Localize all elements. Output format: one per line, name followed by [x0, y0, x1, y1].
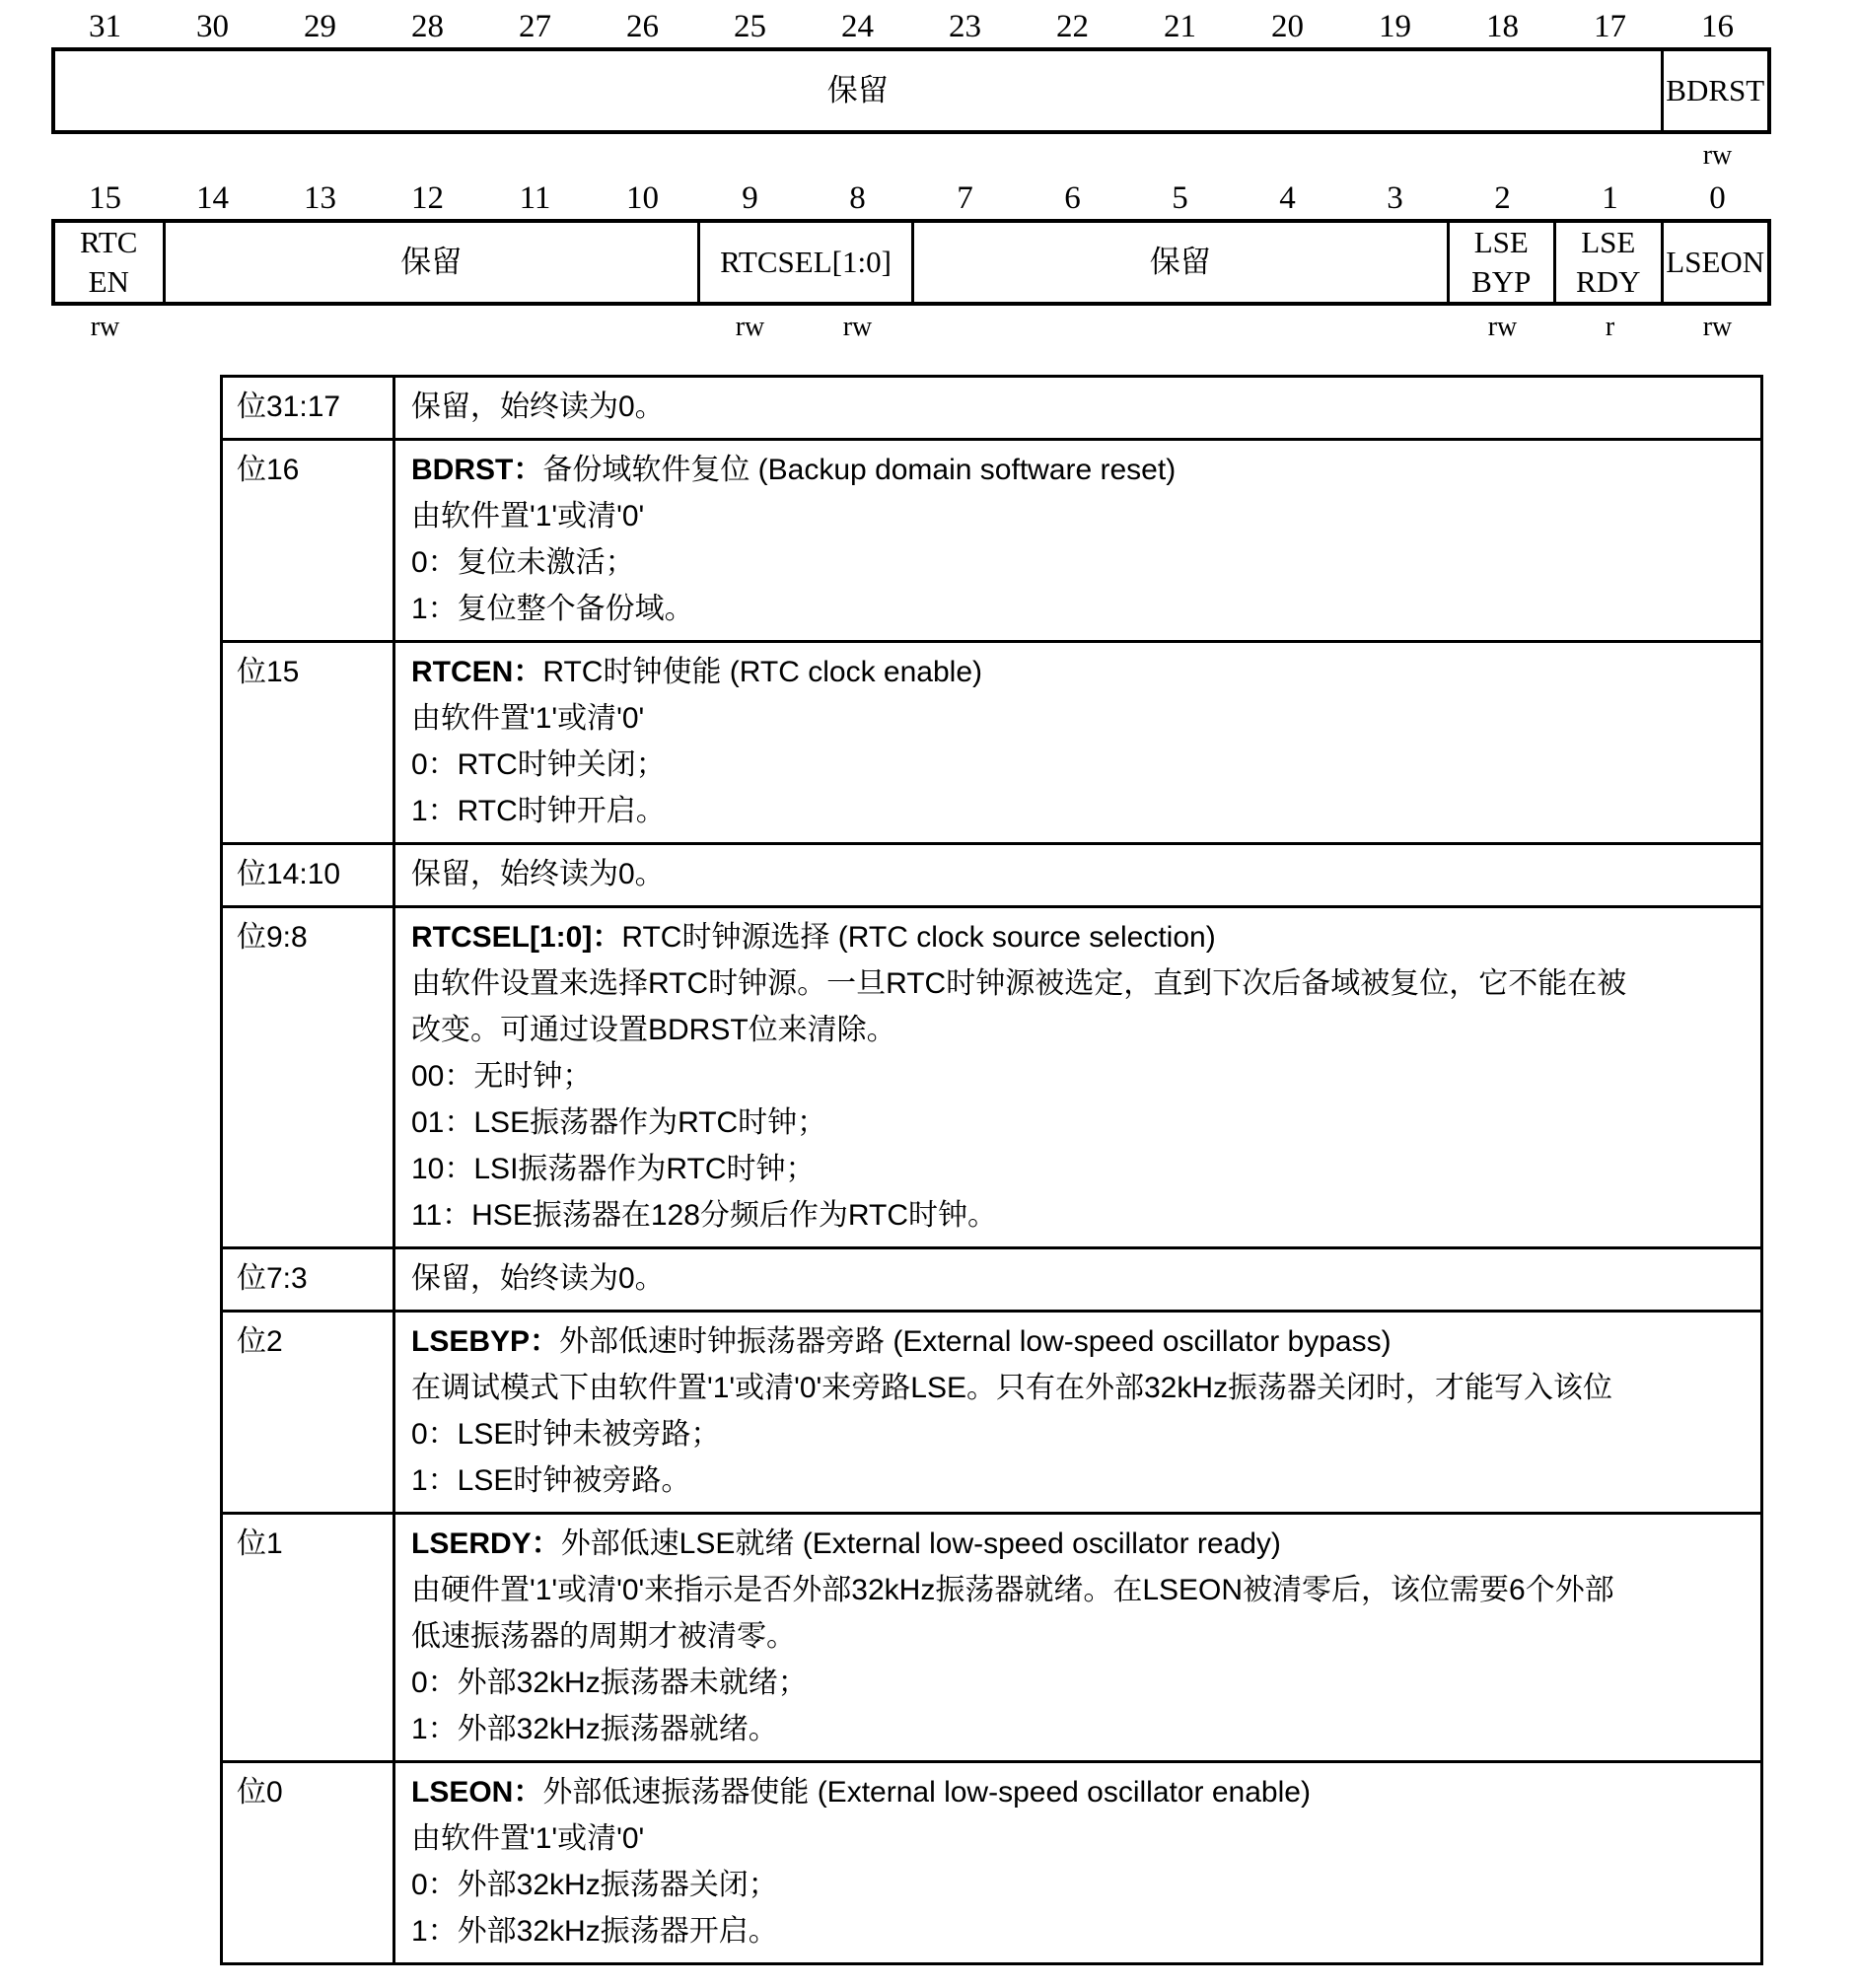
access-label-rw-col7: rw: [735, 312, 765, 342]
bit-number-24: 24: [841, 8, 874, 44]
bit-number-19: 19: [1379, 8, 1411, 44]
bit-range-label: 位2: [237, 1325, 283, 1358]
description-text: 0：RTC时钟关闭；: [411, 748, 666, 781]
description-line: [411, 1908, 1747, 1954]
bit-number-21: 21: [1164, 8, 1196, 44]
description-text: 由软件置'1'或清'0': [411, 500, 645, 532]
bit-numbers-31-16: [51, 6, 1771, 47]
field-bdrst-label: BDRST: [1666, 73, 1765, 107]
bit-number-30: 30: [196, 8, 229, 44]
description-text: 01：LSE振荡器作为RTC时钟；: [411, 1106, 827, 1139]
field-rtcen-label: EN: [88, 264, 129, 299]
bit-number-15: 15: [89, 179, 121, 216]
field-name-bold: LSEON：: [411, 1776, 543, 1809]
description-line: [411, 384, 1747, 430]
description-line: [411, 1411, 1747, 1457]
bit-description: [395, 908, 1760, 1246]
bit-number-20: 20: [1271, 8, 1304, 44]
register-fields-31-16: [51, 47, 1771, 134]
description-line: [411, 914, 1747, 960]
bit-number-2: 2: [1494, 179, 1511, 216]
description-text: 外部低速振荡器使能 (External low-speed oscillator enable): [542, 1776, 1311, 1809]
field-lseon: [1661, 223, 1768, 302]
bit-range-label: 位31:17: [237, 390, 341, 423]
field-bdrst: [1661, 51, 1768, 130]
access-label-rw-col8: rw: [842, 312, 873, 342]
description-text: 0：外部32kHz振荡器关闭；: [411, 1869, 778, 1901]
description-line: [411, 1146, 1747, 1192]
description-line: [411, 1613, 1747, 1660]
bit-number-27: 27: [519, 8, 551, 44]
description-line: [411, 1769, 1747, 1815]
description-text: 00：无时钟；: [411, 1060, 593, 1093]
description-line: [411, 1521, 1747, 1567]
description-text: 0：LSE时钟未被旁路；: [411, 1418, 721, 1451]
description-text: 1：外部32kHz振荡器就绪。: [411, 1713, 778, 1745]
description-text: 外部低速时钟振荡器旁路 (External low-speed oscillator bypass): [559, 1325, 1392, 1358]
field-lsebyp-label: LSE: [1473, 225, 1529, 259]
description-line: [411, 1318, 1747, 1365]
field-reserved-14-10-label: 保留: [400, 245, 463, 279]
bit-range-label: 位7:3: [237, 1262, 308, 1295]
field-name-bold: RTCEN：: [411, 656, 543, 688]
field-lserdy-label: RDY: [1576, 264, 1641, 299]
access-labels-15-0: [51, 306, 1771, 349]
bit-number-4: 4: [1279, 179, 1296, 216]
access-label-rw-col14: rw: [1487, 312, 1518, 342]
description-text: 1：外部32kHz振荡器开启。: [411, 1915, 778, 1948]
bit-number-10: 10: [626, 179, 659, 216]
bit-number-6: 6: [1064, 179, 1081, 216]
description-line: [411, 1862, 1747, 1908]
description-line: [411, 539, 1747, 586]
description-line: [411, 1192, 1747, 1239]
description-text: 保留，始终读为0。: [411, 858, 665, 890]
access-label-r-col15: r: [1605, 312, 1615, 342]
bit-description: [395, 643, 1760, 842]
description-line: [411, 1365, 1747, 1411]
description-text: 0：外部32kHz振荡器未就绪；: [411, 1667, 808, 1699]
bit-number-0: 0: [1709, 179, 1726, 216]
description-text: 保留，始终读为0。: [411, 390, 665, 423]
bit-number-22: 22: [1056, 8, 1089, 44]
bit-number-12: 12: [411, 179, 444, 216]
description-text: 11：HSE振荡器在128分频后作为RTC时钟。: [411, 1199, 997, 1232]
bit-number-7: 7: [957, 179, 973, 216]
bit-number-25: 25: [734, 8, 766, 44]
bit-description: [395, 1515, 1760, 1760]
field-reserved-7-3-label: 保留: [1149, 245, 1211, 279]
field-rtcsel: [697, 223, 911, 302]
table-row: [222, 377, 1762, 440]
description-text: 1：RTC时钟开启。: [411, 795, 666, 827]
bit-range-label: 位0: [237, 1776, 283, 1809]
bit-number-5: 5: [1172, 179, 1188, 216]
access-label-rw-col16: rw: [1702, 140, 1733, 171]
table-row: [222, 1762, 1762, 1964]
description-line: [411, 960, 1747, 1007]
table-row: [222, 440, 1762, 642]
description-text: 保留，始终读为0。: [411, 1262, 665, 1295]
field-lseon-label: LSEON: [1666, 245, 1765, 279]
bit-number-29: 29: [304, 8, 336, 44]
bit-description: [395, 845, 1760, 905]
description-text: 备份域软件复位 (Backup domain software reset): [542, 454, 1177, 486]
description-line: [411, 788, 1747, 834]
description-line: [411, 1053, 1747, 1100]
description-line: [411, 586, 1747, 632]
field-rtcsel-label: RTCSEL[1:0]: [720, 245, 892, 279]
description-text: 1：复位整个备份域。: [411, 593, 694, 625]
description-text: 低速振荡器的周期才被清零。: [411, 1620, 796, 1653]
description-line: [411, 695, 1747, 742]
description-line: [411, 649, 1747, 695]
bit-number-3: 3: [1387, 179, 1403, 216]
description-line: [411, 1100, 1747, 1146]
description-line: [411, 447, 1747, 493]
bit-range-label: 位15: [237, 656, 300, 688]
description-text: 在调试模式下由软件置'1'或清'0'来旁路LSE。只有在外部32kHz振荡器关闭时，才能写入该位: [411, 1372, 1613, 1404]
bit-number-31: 31: [89, 8, 121, 44]
field-reserved-7-3: [911, 223, 1447, 302]
description-line: [411, 1660, 1747, 1706]
field-name-bold: BDRST：: [411, 454, 543, 486]
description-line: [411, 1815, 1747, 1862]
bit-number-16: 16: [1701, 8, 1734, 44]
bit-number-13: 13: [304, 179, 336, 216]
description-line: [411, 1457, 1747, 1504]
field-reserved-31-17-label: 保留: [826, 73, 889, 107]
bit-number-8: 8: [849, 179, 866, 216]
field-lsebyp: [1447, 223, 1554, 302]
description-line: [411, 1007, 1747, 1053]
description-text: 由硬件置'1'或清'0'来指示是否外部32kHz振荡器就绪。在LSEON被清零后，该位需要6个外部: [411, 1574, 1614, 1606]
bit-number-11: 11: [519, 179, 551, 216]
description-text: 由软件设置来选择RTC时钟源。一旦RTC时钟源被选定，直到下次后备域被复位，它不能在被: [411, 967, 1627, 1000]
description-text: 由软件置'1'或清'0': [411, 702, 645, 735]
field-rtcen-label: RTC: [80, 225, 138, 259]
bit-description: [395, 1313, 1760, 1512]
bit-range-label: 位1: [237, 1527, 283, 1560]
field-lsebyp-label: BYP: [1471, 264, 1532, 299]
access-label-rw-col1: rw: [90, 312, 120, 342]
table-row: [222, 907, 1762, 1248]
field-reserved-14-10: [163, 223, 698, 302]
register-bit-diagram: [51, 6, 1771, 349]
description-line: [411, 1567, 1747, 1613]
bit-description: [395, 1249, 1760, 1310]
field-rtcen: [55, 223, 163, 302]
bit-number-18: 18: [1486, 8, 1519, 44]
table-row: [222, 1514, 1762, 1762]
description-line: [411, 1706, 1747, 1752]
table-row: [222, 642, 1762, 844]
field-name-bold: LSEBYP：: [411, 1325, 560, 1358]
bit-number-14: 14: [196, 179, 229, 216]
access-labels-31-16: [51, 134, 1771, 178]
access-label-rw-col16: rw: [1702, 312, 1733, 342]
description-text: 1：LSE时钟被旁路。: [411, 1464, 691, 1497]
description-text: RTC时钟源选择 (RTC clock source selection): [621, 921, 1216, 954]
description-line: [411, 742, 1747, 788]
bit-description: [395, 441, 1760, 640]
table-row: [222, 844, 1762, 907]
bit-range-label: 位16: [237, 454, 300, 486]
bit-number-9: 9: [742, 179, 758, 216]
bit-description-table: [220, 375, 1763, 1965]
description-text: 10：LSI振荡器作为RTC时钟；: [411, 1153, 816, 1185]
bit-numbers-15-0: [51, 178, 1771, 219]
bit-number-17: 17: [1594, 8, 1626, 44]
description-text: 由软件置'1'或清'0': [411, 1822, 645, 1855]
description-text: RTC时钟使能 (RTC clock enable): [542, 656, 982, 688]
bit-description: [395, 1763, 1760, 1962]
bit-number-28: 28: [411, 8, 444, 44]
field-name-bold: RTCSEL[1:0]：: [411, 921, 622, 954]
table-row: [222, 1248, 1762, 1312]
bit-range-label: 位9:8: [237, 921, 308, 954]
bit-number-1: 1: [1602, 179, 1618, 216]
register-fields-15-0: [51, 219, 1771, 306]
field-lserdy: [1553, 223, 1661, 302]
bit-number-23: 23: [949, 8, 981, 44]
description-text: 外部低速LSE就绪 (External low-speed oscillator ready): [560, 1527, 1281, 1560]
field-name-bold: LSERDY：: [411, 1527, 561, 1560]
table-row: [222, 1312, 1762, 1514]
field-lserdy-label: LSE: [1581, 225, 1636, 259]
description-line: [411, 493, 1747, 539]
description-text: 改变。可通过设置BDRST位来清除。: [411, 1014, 896, 1046]
field-reserved-31-17: [55, 51, 1661, 130]
description-line: [411, 851, 1747, 897]
description-line: [411, 1255, 1747, 1302]
bit-range-label: 位14:10: [237, 858, 341, 890]
description-text: 0：复位未激活；: [411, 546, 635, 579]
bit-number-26: 26: [626, 8, 659, 44]
bit-description: [395, 378, 1760, 438]
